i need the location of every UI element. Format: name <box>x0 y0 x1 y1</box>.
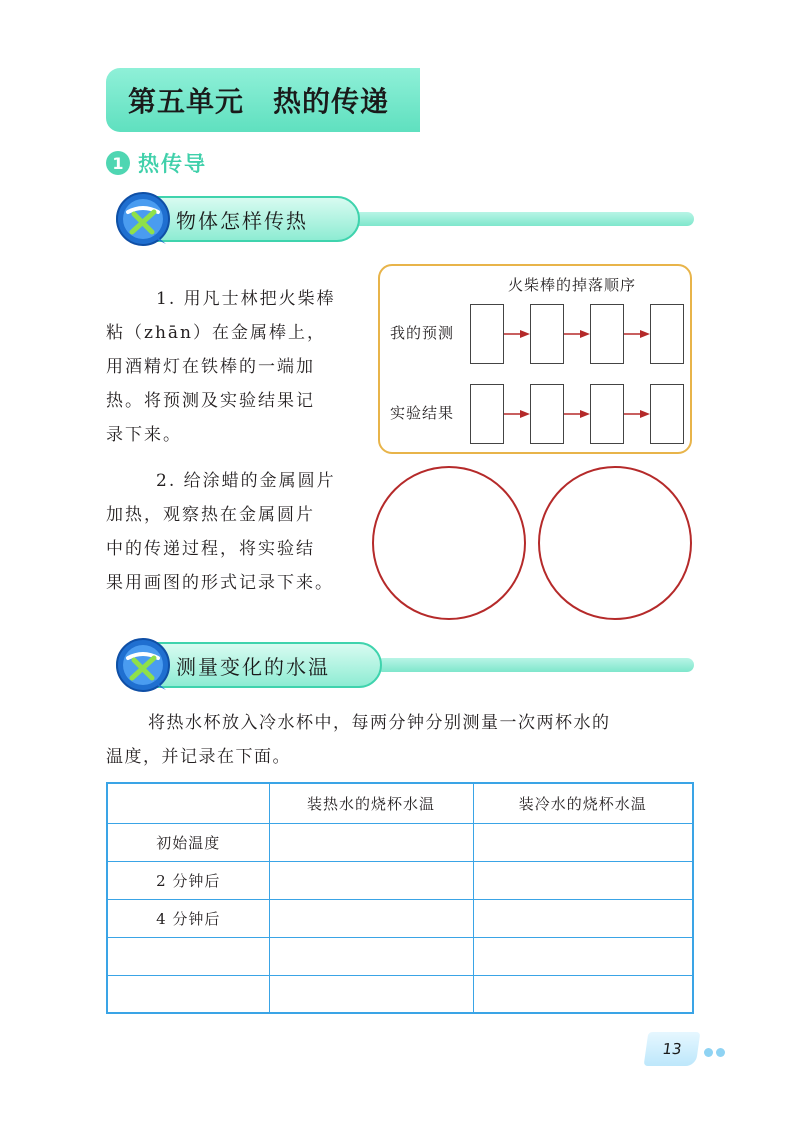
arrow-right-icon <box>504 408 530 420</box>
unit-title: 第五单元 热的传递 <box>128 85 390 118</box>
text-line: 将热水杯放入冷水杯中，每两分钟分别测量一次两杯水的 <box>148 713 611 733</box>
prediction-slot[interactable] <box>650 304 684 364</box>
text-line: 中的传递过程，将实验结 <box>106 539 315 559</box>
drawing-circle-left[interactable] <box>372 466 526 620</box>
explore-badge-icon <box>114 190 172 248</box>
table-header-row <box>107 783 693 823</box>
table-row <box>107 975 693 1013</box>
hot-temp-cell[interactable] <box>269 899 473 937</box>
hot-temp-cell[interactable] <box>269 975 473 1013</box>
instruction-2 <box>106 464 368 600</box>
row-label-cell[interactable] <box>107 975 269 1013</box>
cold-temp-cell[interactable] <box>473 823 693 861</box>
lesson-heading <box>106 148 207 178</box>
result-slot[interactable] <box>470 384 504 444</box>
text-line: 粘（zhān）在金属棒上， <box>106 323 326 343</box>
prediction-slot[interactable] <box>470 304 504 364</box>
section-title: 物体怎样传热 <box>176 208 308 233</box>
text-line: 用酒精灯在铁棒的一端加 <box>106 357 315 377</box>
arrow-right-icon <box>564 328 590 340</box>
table-row <box>107 861 693 899</box>
table-row <box>107 937 693 975</box>
arrow-right-icon <box>624 408 650 420</box>
cold-temp-cell[interactable] <box>473 861 693 899</box>
cold-temp-cell[interactable] <box>473 899 693 937</box>
text-line: 录下来。 <box>106 425 182 445</box>
lesson-number: 1 <box>106 151 130 175</box>
table-row <box>107 899 693 937</box>
hot-temp-cell[interactable] <box>269 861 473 899</box>
text-line: 热。将预测及实验结果记 <box>106 391 315 411</box>
row-label-cell: 4 分钟后 <box>107 899 269 937</box>
unit-title-banner <box>106 68 420 132</box>
text-line: 果用画图的形式记录下来。 <box>106 573 334 593</box>
text-line: 加热，观察热在金属圆片 <box>106 505 315 525</box>
matchstick-order-box <box>378 264 692 454</box>
table-header-cell <box>107 783 269 823</box>
section-divider-bar <box>376 658 694 672</box>
explore-badge-icon <box>114 636 172 694</box>
text-line: 温度，并记录在下面。 <box>106 747 291 767</box>
row-label-result: 实验结果 <box>390 404 455 422</box>
result-slot[interactable] <box>590 384 624 444</box>
box-title: 火柴棒的掉落顺序 <box>508 276 637 294</box>
hot-temp-cell[interactable] <box>269 823 473 861</box>
hot-temp-cell[interactable] <box>269 937 473 975</box>
table-header-cell: 装冷水的烧杯水温 <box>473 783 693 823</box>
row-label-cell[interactable] <box>107 937 269 975</box>
instruction-1 <box>106 282 368 452</box>
table-header-cell: 装热水的烧杯水温 <box>269 783 473 823</box>
text-line: 1. 用凡士林把火柴棒 <box>156 289 336 309</box>
lesson-title: 热传导 <box>138 152 207 176</box>
arrow-right-icon <box>624 328 650 340</box>
cold-temp-cell[interactable] <box>473 937 693 975</box>
decorative-dot <box>716 1048 725 1057</box>
prediction-slot[interactable] <box>590 304 624 364</box>
prediction-slot[interactable] <box>530 304 564 364</box>
section-divider-bar <box>350 212 694 226</box>
section2-intro <box>106 706 706 774</box>
drawing-circle-right[interactable] <box>538 466 692 620</box>
row-label-cell: 2 分钟后 <box>107 861 269 899</box>
text-line: 2. 给涂蜡的金属圆片 <box>156 471 336 491</box>
row-label-prediction: 我的预测 <box>390 324 455 342</box>
arrow-right-icon <box>504 328 530 340</box>
page-number: 13 <box>644 1032 701 1066</box>
decorative-dot <box>704 1048 713 1057</box>
temperature-table <box>106 782 694 1014</box>
cold-temp-cell[interactable] <box>473 975 693 1013</box>
table-row <box>107 823 693 861</box>
result-slot[interactable] <box>530 384 564 444</box>
section-title: 测量变化的水温 <box>176 654 330 679</box>
arrow-right-icon <box>564 408 590 420</box>
result-slot[interactable] <box>650 384 684 444</box>
row-label-cell: 初始温度 <box>107 823 269 861</box>
